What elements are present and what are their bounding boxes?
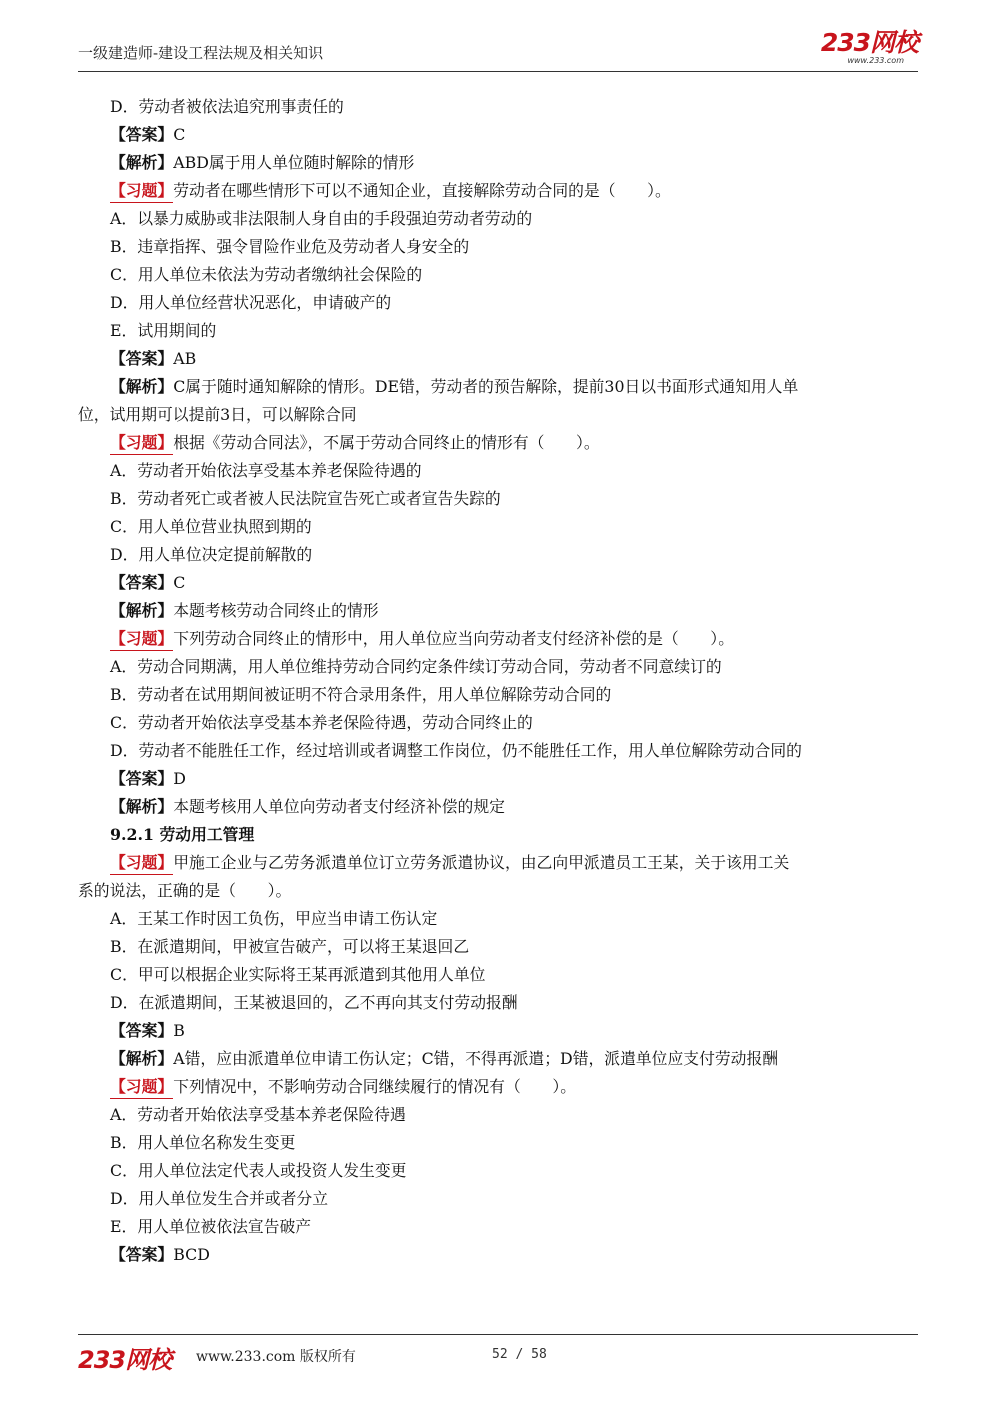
option-line: A．劳动者开始依法享受基本养老保险待遇的 [110,461,422,480]
option-line: E．试用期间的 [110,321,217,340]
analysis-line [78,597,924,625]
question-line [78,849,924,877]
option-line: C．用人单位未依法为劳动者缴纳社会保险的 [110,265,423,284]
option-line: D．用人单位决定提前解散的 [110,545,313,564]
option-line: A．劳动合同期满，用人单位维持劳动合同约定条件续订劳动合同，劳动者不同意续订的 [110,657,722,676]
answer-line [78,1017,924,1045]
option-line: B．违章指挥、强令冒险作业危及劳动者人身安全的 [110,237,470,256]
question-text: 下列情况中，不影响劳动合同继续履行的情况有（ ）。 [173,1077,577,1096]
question-text: 根据《劳动合同法》，不属于劳动合同终止的情形有（ ）。 [173,433,600,452]
page-number: 52 / 58 [492,1347,547,1362]
answer-value: AB [173,349,197,368]
answer-line [78,1241,924,1269]
analysis-tag: 【解析】 [110,601,174,620]
option-line: B．在派遣期间，甲被宣告破产，可以将王某退回乙 [110,937,470,956]
answer-tag: 【答案】 [110,1021,174,1040]
page-header [78,28,918,72]
document-body [78,93,924,1269]
analysis-tag: 【解析】 [110,153,174,172]
footer-logo: 233网校 [78,1346,172,1374]
answer-line [78,569,924,597]
page-footer [78,1340,918,1372]
analysis-text: C属于随时通知解除的情形。DE错，劳动者的预告解除，提前30日以书面形式通知用人单 [173,377,799,396]
analysis-text: 本题考核用人单位向劳动者支付经济补偿的规定 [173,797,505,816]
answer-tag: 【答案】 [110,1245,174,1264]
exercise-tag: 【习题】 [110,429,173,457]
option-line: D．劳动者不能胜任工作，经过培训或者调整工作岗位，仍不能胜任工作，用人单位解除劳动合同的 [110,741,802,760]
exercise-tag: 【习题】 [110,849,173,877]
question-line [78,429,924,457]
answer-line [78,345,924,373]
option-line: D．用人单位经营状况恶化，申请破产的 [110,293,392,312]
option-line: E．用人单位被依法宣告破产 [110,1217,312,1236]
exercise-tag: 【习题】 [110,1073,173,1101]
answer-tag: 【答案】 [110,769,174,788]
analysis-tag: 【解析】 [110,377,174,396]
exercise-tag: 【习题】 [110,177,173,205]
question-line [78,177,924,205]
logo-text: 233网校 [820,28,918,57]
option-line: D．劳动者被依法追究刑事责任的 [110,97,344,116]
answer-value: B [173,1021,185,1040]
analysis-text: ABD属于用人单位随时解除的情形 [173,153,415,172]
analysis-line [78,149,924,177]
exercise-tag: 【习题】 [110,625,173,653]
option-line: B．劳动者死亡或者被人民法院宣告死亡或者宣告失踪的 [110,489,501,508]
option-line: A．王某工作时因工负伤，甲应当申请工伤认定 [110,909,438,928]
option-line: B．用人单位名称发生变更 [110,1133,296,1152]
answer-tag: 【答案】 [110,349,174,368]
answer-value: C [173,125,186,144]
analysis-tag: 【解析】 [110,1049,174,1068]
footer-divider [78,1334,918,1335]
option-line: A．以暴力威胁或非法限制人身自由的手段强迫劳动者劳动的 [110,209,533,228]
option-line: C．用人单位营业执照到期的 [110,517,312,536]
question-line [78,1073,924,1101]
answer-value: D [173,769,186,788]
section-heading: 9.2.1 劳动用工管理 [110,825,255,844]
answer-line [78,121,924,149]
analysis-tag: 【解析】 [110,797,174,816]
answer-value: BCD [173,1245,210,1264]
answer-tag: 【答案】 [110,125,174,144]
analysis-line [78,1045,924,1073]
question-continuation: 系的说法，正确的是（ ）。 [78,881,292,900]
analysis-text: A错，应由派遣单位申请工伤认定；C错，不得再派遣；D错，派遣单位应支付劳动报酬 [173,1049,779,1068]
analysis-line [78,373,924,401]
option-line: B．劳动者在试用期间被证明不符合录用条件，用人单位解除劳动合同的 [110,685,612,704]
option-line: C．劳动者开始依法享受基本养老保险待遇，劳动合同终止的 [110,713,533,732]
option-line: C．甲可以根据企业实际将王某再派遣到其他用人单位 [110,965,486,984]
answer-value: C [173,573,186,592]
question-text: 劳动者在哪些情形下可以不通知企业，直接解除劳动合同的是（ ）。 [173,181,671,200]
analysis-continuation: 位，试用期可以提前3日，可以解除合同 [78,405,357,424]
question-text: 下列劳动合同终止的情形中，用人单位应当向劳动者支付经济补偿的是（ ）。 [173,629,734,648]
analysis-line [78,793,924,821]
option-line: D．用人单位发生合并或者分立 [110,1189,329,1208]
option-line: A．劳动者开始依法享受基本养老保险待遇 [110,1105,406,1124]
answer-tag: 【答案】 [110,573,174,592]
footer-copyright: www.233.com 版权所有 [196,1349,356,1365]
option-line: C．用人单位法定代表人或投资人发生变更 [110,1161,407,1180]
brand-logo [821,30,918,65]
option-line: D．在派遣期间，王某被退回的，乙不再向其支付劳动报酬 [110,993,518,1012]
question-text: 甲施工企业与乙劳务派遣单位订立劳务派遣协议，由乙向甲派遣员工王某，关于该用工关 [173,853,790,872]
header-divider [78,71,918,72]
document-title: 一级建造师-建设工程法规及相关知识 [78,44,324,62]
answer-line [78,765,924,793]
question-line [78,625,924,653]
analysis-text: 本题考核劳动合同终止的情形 [173,601,379,620]
logo-url: www.233.com [847,56,904,65]
